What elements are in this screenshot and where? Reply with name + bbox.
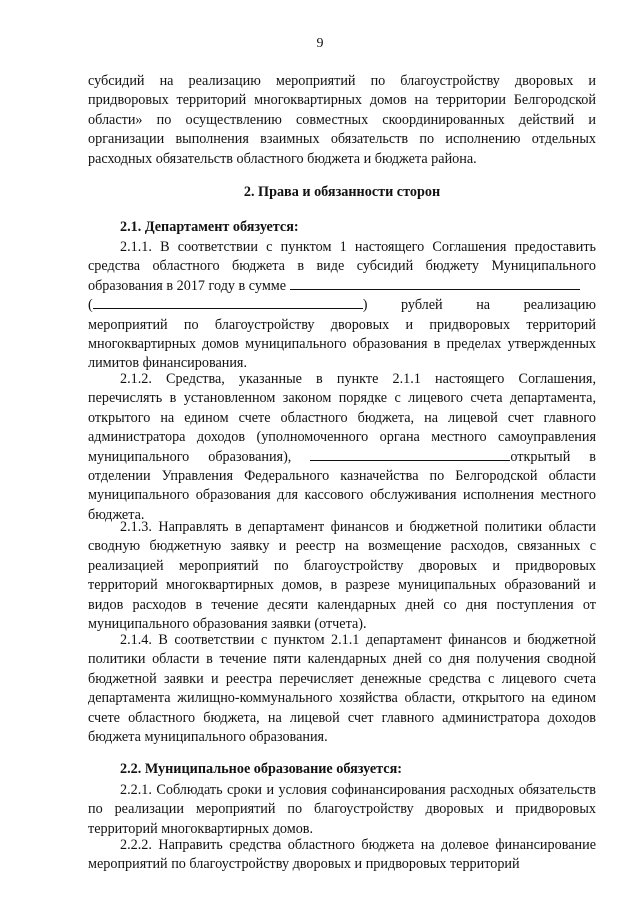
paragraph-2-2-1: [88, 781, 596, 839]
paren-close: ): [362, 297, 368, 314]
paragraph-2-1-1: [88, 238, 596, 374]
subsection-2-1-title: 2.1. Департамент обязуется:: [120, 219, 299, 235]
paragraph-2-1-2-text: 2.1.2. Средства, указанные в пункте 2.1.1 настоящего Соглашения, перечислять в установленном законом порядке с лицевого счета департамента, открытого на едином счете областного бюджета, на лицевой счет главного администратора доходов (уполномоченного органа местного самоуправления муниципального образования),: [88, 371, 596, 465]
paragraph-2-1-2-continuation: открытый в отделении Управления Федерального казначейства по Белгородской области муниципального образования для кассового обслуживания исполнения местного бюджета.: [88, 448, 596, 523]
amount-blank: [290, 277, 580, 290]
word-realizatsiyu: реализацию: [523, 297, 596, 314]
paragraph-2-2-1-text: 2.2.1. Соблюдать сроки и условия софинансирования расходных обязательств по реализации мероприятий по благоустройству дворовых и придворовых территорий многоквартирных домов.: [88, 782, 596, 837]
paragraph-2-1-4: [88, 631, 596, 747]
paren-open: (: [88, 297, 93, 314]
paragraph-2-1-4-text: 2.1.4. В соответствии с пунктом 2.1.1 департамент финансов и бюджетной политики области в течение пяти календарных дней со дня получения сводной бюджетной заявки и реестра перечисляет денежные средства с лицевого счета департамента жилищно-коммунального хозяйства области, открытого на едином счете областного бюджета, на лицевой счет главного администратора доходов бюджета муниципального образования.: [88, 632, 596, 746]
paragraph-2-1-1-text: 2.1.1. В соответствии с пунктом 1 настоящего Соглашения предоставить средства областного бюджета в виде субсидий бюджету Муниципального образования в 2017 году в сумме: [88, 239, 596, 294]
word-rubles: рублей: [401, 297, 443, 314]
page-number: 9: [316, 36, 324, 51]
paragraph-2-1-3-text: 2.1.3. Направлять в департамент финансов и бюджетной политики области сводную бюджетную заявку и реестр на возмещение расходов, связанных с реализацией мероприятий по благоустройству дворовых и придворовых территорий многоквартирных домов, в разрезе муниципальных образований и видов расходов в течение десяти календарных дней со дня поступления от муниципального образования заявки (отчета).: [88, 519, 596, 633]
paragraph-2-2-2: [88, 836, 596, 875]
paragraph-2-1-3: [88, 518, 596, 634]
paragraph-2-1-1-continuation: мероприятий по благоустройству дворовых и придворовых территорий многоквартирных домов муниципального образования в пределах утвержденных лимитов финансирования.: [88, 316, 596, 372]
paragraph-2-2-2-text: 2.2.2. Направить средства областного бюджета на долевое финансирование мероприятий по благоустройству дворовых и придворовых территорий: [88, 837, 596, 873]
amount-words-row: [88, 296, 596, 315]
section-title: 2. Права и обязанности сторон: [243, 184, 441, 200]
amount-words-blank: [93, 296, 363, 309]
paragraph-2-1-2: [88, 370, 596, 525]
intro-paragraph: [88, 72, 596, 169]
account-blank: [310, 448, 510, 461]
intro-text: субсидий на реализацию мероприятий по благоустройству дворовых и придворовых территорий многоквартирных домов на территории Белгородской области» по осуществлению совместных скоординированных действий и организации выполнения взаимных обязательств по исполнению отдельных расходных обязательств областного бюджета и бюджета района.: [88, 73, 596, 167]
subsection-2-2-title: 2.2. Муниципальное образование обязуется:: [120, 761, 402, 777]
word-na: на: [476, 297, 491, 314]
